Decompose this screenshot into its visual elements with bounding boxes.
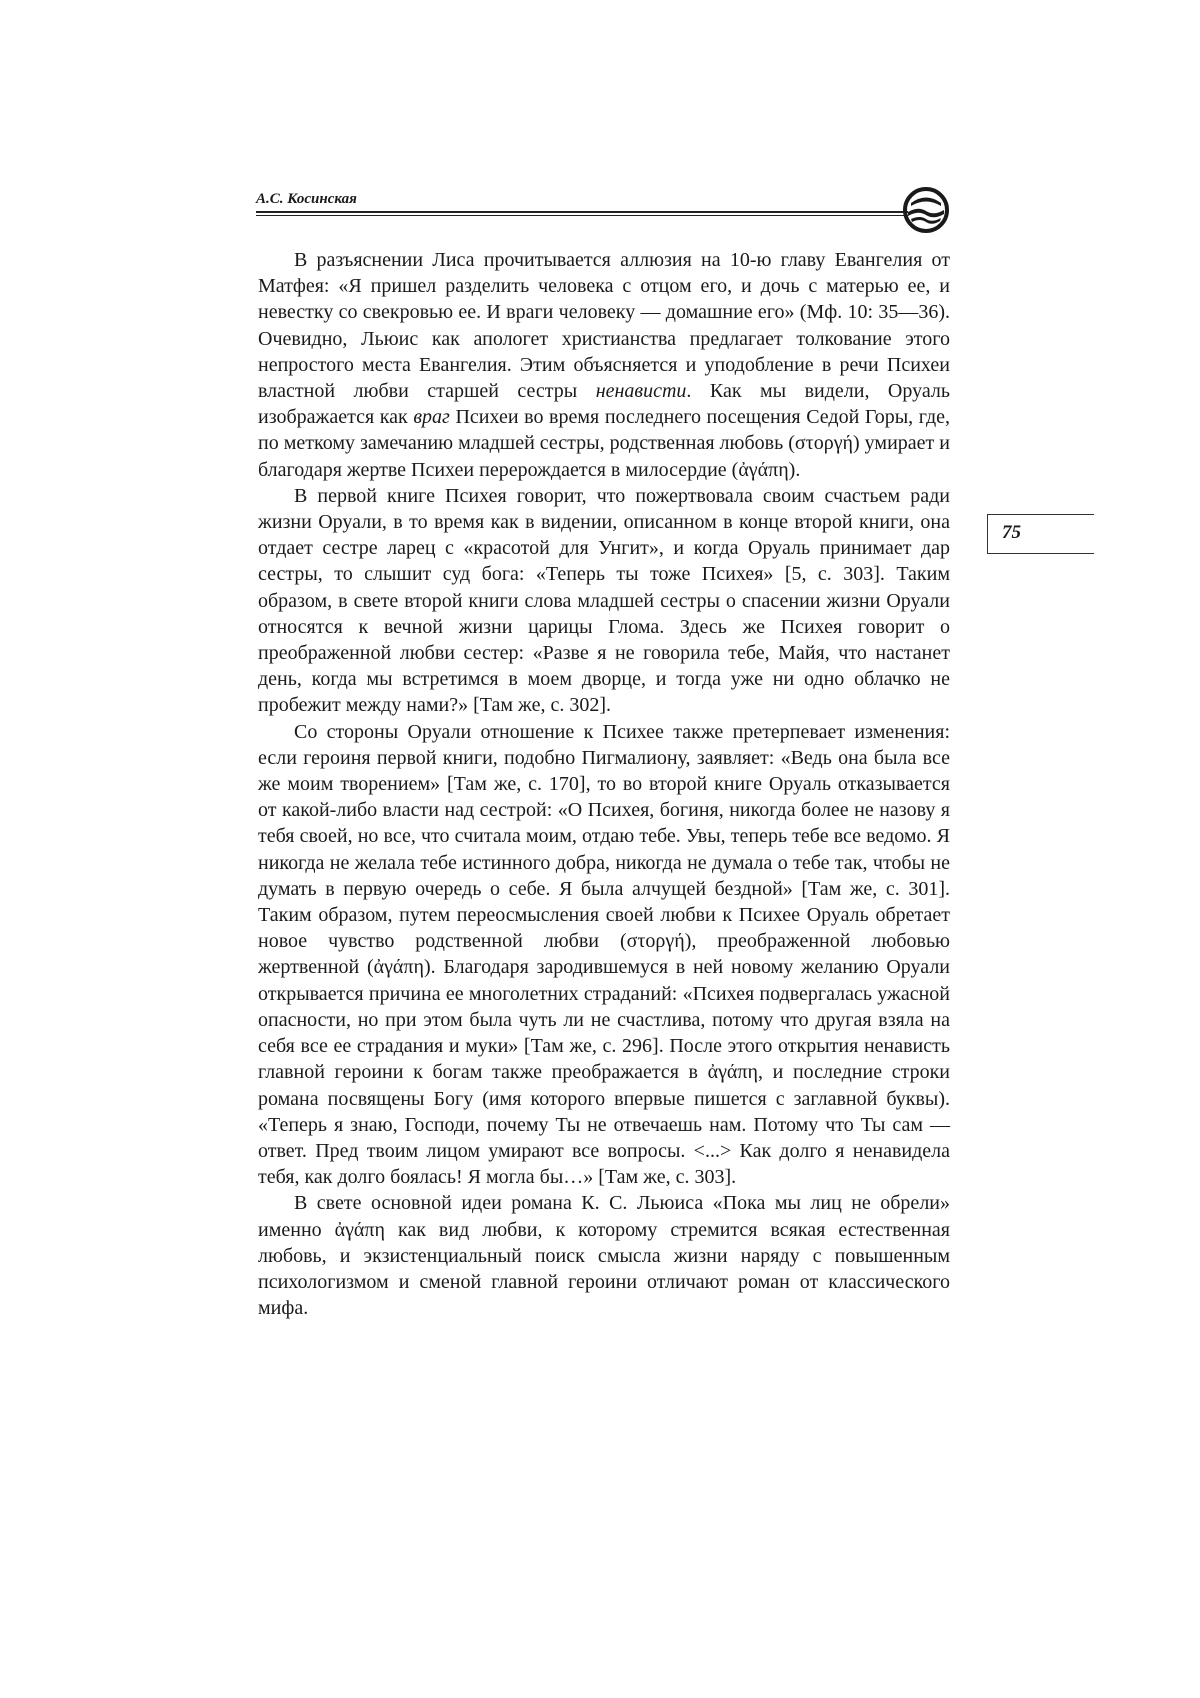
paragraph-text: В свете основной идеи романа К. С. Льюиса «Пока мы лиц не обрели» именно ἀγάπη как вид любви, к которому стремится всякая естественная любовь, и экзистенциальный поиск смысла жизни наряду с повышенным психологизмом и сменой главной героини отличают роман от классического мифа. [258,1192,950,1320]
paragraph-text: . Как мы видели, Оруаль изображается как [258,380,950,429]
paragraph-text: В первой книге Психея говорит, что пожертвовала своим счастьем ради жизни Оруали, в то время как в видении, описанном в конце второй книги, она отдает сестре ларец с «красотой для Унгит», и когда Оруаль принимает дар сестры, то слышит суд бога: «Теперь ты тоже Психея» [5, с. 303]. Таким образом, в свете второй книги слова младшей сестры о спасении жизни Оруали относятся к вечной жизни царицы Глома. Здесь же Психея говорит о преображенной любви сестер: «Разве я не говорила тебе, Майя, что настанет день, когда мы встретимся в моем дворце, и тогда уже ни одно облачко не пробежит между нами?» [Там же, с. 302]. [258,484,950,717]
header-rule-thin [256,215,908,216]
author-name: А.С. Косинская [256,191,357,207]
page-number-box [987,514,1094,554]
header-rule-thick [256,211,908,213]
italic-text: враг [413,406,450,429]
italic-text: ненависти [595,380,687,403]
article-body [258,247,950,1321]
page-number: 75 [1002,522,1021,543]
paragraph [258,483,950,719]
paragraph [258,719,950,1191]
running-header [256,190,956,208]
journal-logo-icon [902,186,950,234]
paragraph-text: Психеи во время последнего посещения Седой Горы, где, по меткому замечанию младшей сестры, родственная любовь (στοργή) умирает и благодаря жертве Психеи перерождается в милосердие (ἀγάπη). [258,406,950,481]
paragraph-text: В разъяснении Лиса прочитывается аллюзия на 10-ю главу Евангелия от Матфея: «Я пришел разделить человека с отцом его, и дочь с матерью ее, и невестку со свекровью ее. И враги человеку — домашние его» (Мф. 10: 35—36). Очевидно, Льюис как апологет христианства предлагает толкование этого непростого места Евангелия. Этим объясняется и уподобление в речи Психеи властной любви старшей сестры [258,249,950,403]
paragraph [258,247,950,483]
paragraph [258,1190,950,1321]
paragraph-text: Со стороны Оруали отношение к Психее также претерпевает изменения: если героиня первой книги, подобно Пигмалиону, заявляет: «Ведь она была все же моим творением» [Там же, с. 170], то во второй книге Оруаль отказывается от какой-либо власти над сестрой: «О Психея, богиня, никогда более не назову я тебя своей, но все, что считала моим, отдаю тебе. Увы, теперь тебе все ведомо. Я никогда не желала тебе истинного добра, никогда не думала о тебе так, чтобы не думать в первую очередь о себе. Я была алчущей бездной» [Там же, с. 301]. Таким образом, путем переосмысления своей любви к Психее Оруаль обретает новое чувство родственной любви (στοργή), преображенной любовью жертвенной (ἀγάπη). Благодаря зародившемуся в ней новому желанию Оруали открывается причина ее многолетних страданий: «Психея подвергалась ужасной опасности, но при этом была чуть ли не счастлива, потому что другая взяла на себя все ее страдания и муки» [Там же, с. 296]. После этого открытия ненависть главной героини к богам также преображается в ἀγάπη, и последние строки романа посвящены Богу (имя которого впервые пишется с заглавной буквы). «Теперь я знаю, Господи, почему Ты не отвечаешь нам. Потому что Ты сам — ответ. Пред твоим лицом умирают все вопросы. <...> Как долго я ненавидела тебя, как долго боялась! Я могла бы…» [Там же, с. 303]. [258,720,950,1189]
